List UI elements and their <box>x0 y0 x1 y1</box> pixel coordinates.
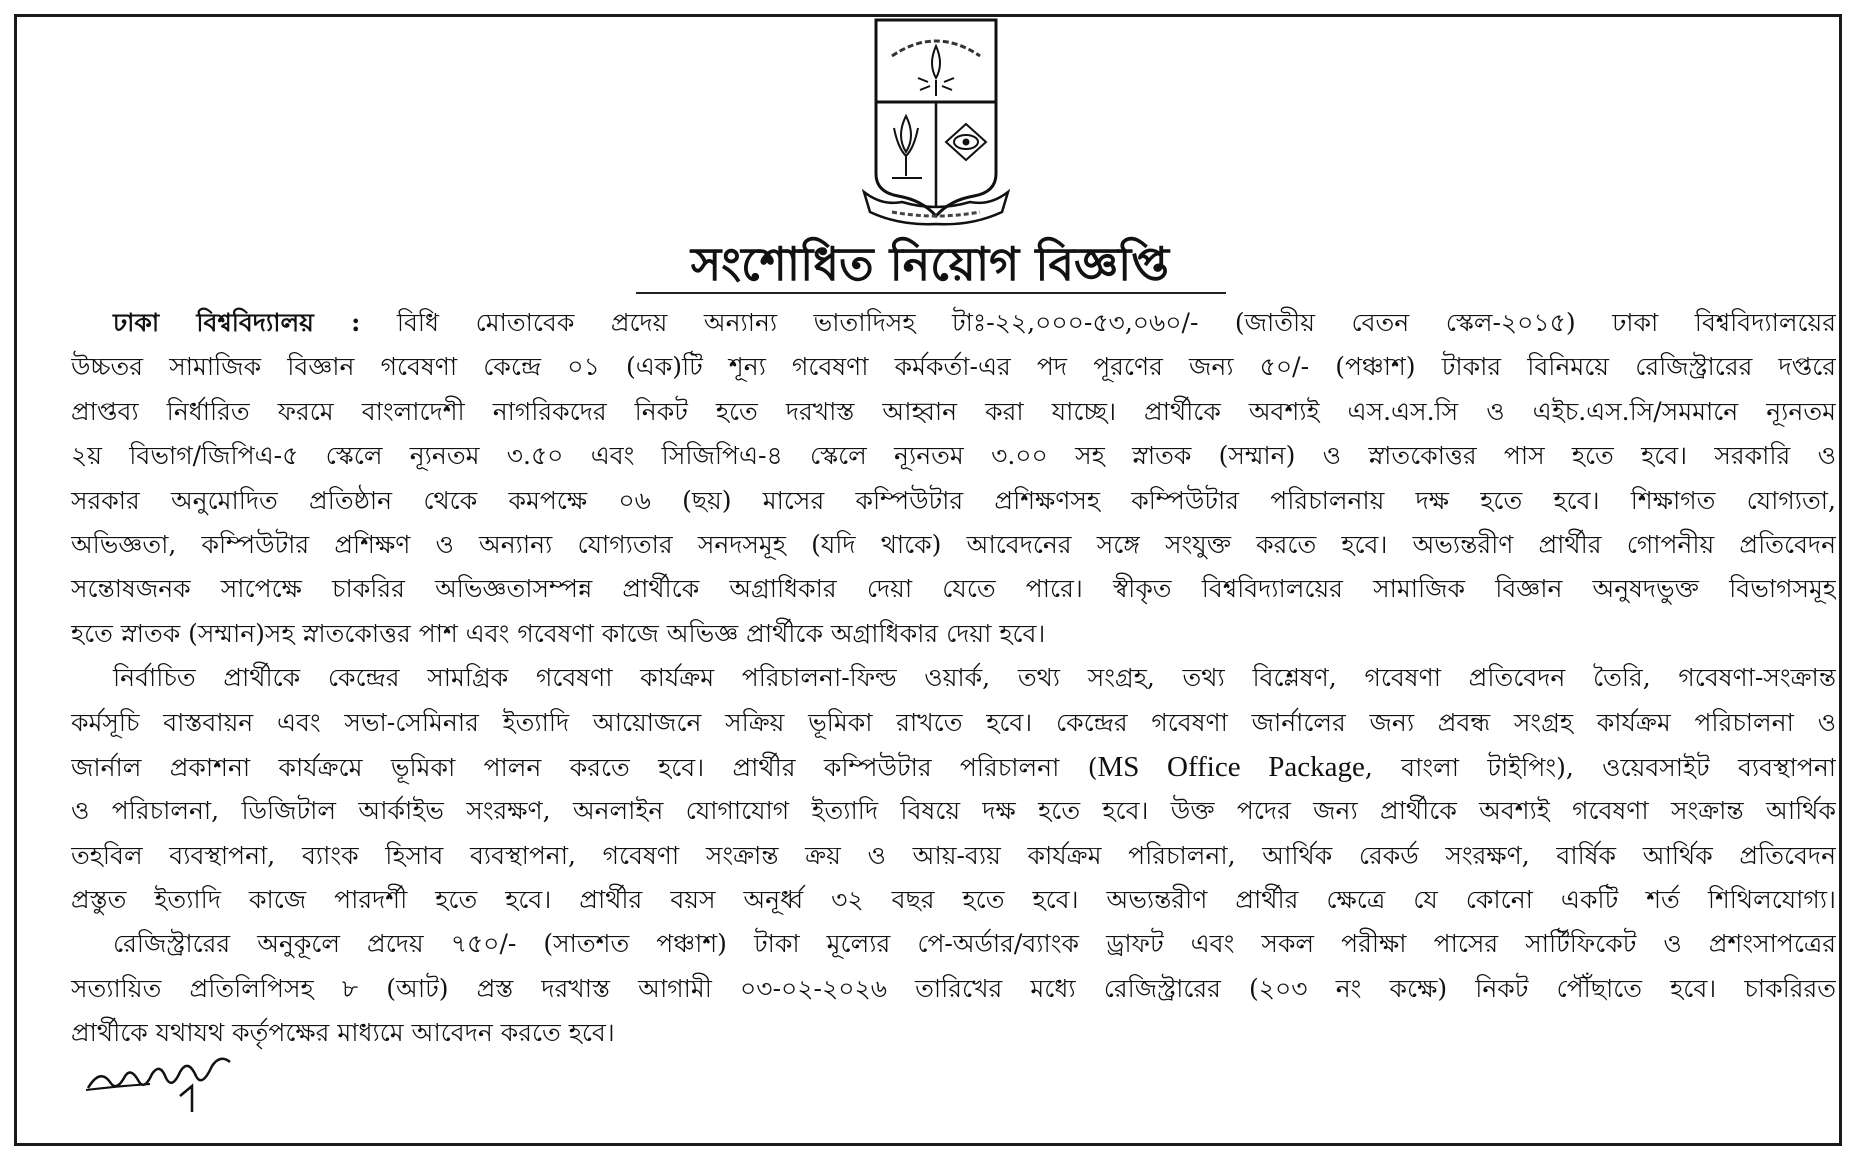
university-name-lead: ঢাকা বিশ্ববিদ্যালয় : <box>113 308 361 337</box>
text-line: রেজিস্ট্রারের অনুকূলে প্রদেয় ৭৫০/- (সাতশত পঞ্চাশ) টাকা মূল্যের পে-অর্ডার/ব্যাংক ড্রাফট এবং সকল পরীক্ষা পাসের সার্টিফিকেট ও প্রশংসাপত্রের <box>113 929 1836 959</box>
university-logo <box>862 16 1010 228</box>
notice-body <box>71 301 1836 1056</box>
text-line: জার্নাল প্রকাশনা কার্যক্রমে ভূমিকা পালন করতে হবে। প্রার্থীর কম্পিউটার পরিচালনা (MS Office Package, বাংলা টাইপিং), ওয়েবসাইট ব্যবস্থাপনা <box>71 750 1836 783</box>
text-line: প্রার্থীকে যথাযথ কর্তৃপক্ষের মাধ্যমে আবেদন করতে হবে। <box>71 1018 615 1048</box>
text-line: ঢাকা বিশ্ববিদ্যালয় : বিধি মোতাবেক প্রদেয় অন্যান্য ভাতাদিসহ টাঃ-২২,০০০-৫৩,০৬০/- (জাতীয় বেতন স্কেল-২০১৫) ঢাকা বিশ্ববিদ্যালয়ের <box>113 308 1836 337</box>
text-line: সরকার অনুমোদিত প্রতিষ্ঠান থেকে কমপক্ষে ০৬ (ছয়) মাসের কম্পিউটার প্রশিক্ষণসহ কম্পিউটার পরিচালনায় দক্ষ হতে হবে। শিক্ষাগত যোগ্যতা, <box>71 485 1836 515</box>
registrar-signature <box>80 1048 250 1114</box>
text-line: সত্যায়িত প্রতিলিপিসহ ৮ (আট) প্রস্ত দরখাস্ত আগামী ০৩-০২-২০২৬ তারিখের মধ্যে রেজিস্ট্রারের (২০৩ নং কক্ষে) নিকট পৌঁছাতে হবে। চাকরিরত <box>71 973 1836 1003</box>
text-line: নির্বাচিত প্রার্থীকে কেন্দ্রের সামগ্রিক গবেষণা কার্যক্রম পরিচালনা-ফিল্ড ওয়ার্ক, তথ্য সংগ্রহ, তথ্য বিশ্লেষণ, গবেষণা প্রতিবেদন তৈরি, গবেষণা-সংক্রান্ত <box>113 663 1836 693</box>
software-name: MS Office Package <box>1097 750 1365 783</box>
text-line: অভিজ্ঞতা, কম্পিউটার প্রশিক্ষণ ও অন্যান্য যোগ্যতার সনদসমূহ (যদি থাকে) আবেদনের সঙ্গে সংযুক্ত করতে হবে। অভ্যন্তরীণ প্রার্থীর গোপনীয় প্রতিবেদন <box>71 529 1836 559</box>
text-line: প্রাপ্তব্য নির্ধারিত ফরমে বাংলাদেশী নাগরিকদের নিকট হতে দরখাস্ত আহ্বান করা যাচ্ছে। প্রার্থীকে অবশ্যই এস.এস.সি ও এইচ.এস.সি/সমমানে ন্যূনতম <box>71 396 1836 426</box>
text-line: হতে স্নাতক (সম্মান)সহ স্নাতকোত্তর পাশ এবং গবেষণা কাজে অভিজ্ঞ প্রার্থীকে অগ্রাধিকার দেয়া হবে। <box>71 618 1046 648</box>
paragraph-duties <box>71 656 1836 922</box>
paragraph-eligibility <box>71 301 1836 656</box>
text-line: তহবিল ব্যবস্থাপনা, ব্যাংক হিসাব ব্যবস্থাপনা, গবেষণা সংক্রান্ত ক্রয় ও আয়-ব্যয় কার্যক্রম পরিচালনা, আর্থিক রেকর্ড সংরক্ষণ, বার্ষিক আর্থিক প্রতিবেদন <box>71 840 1836 870</box>
title-underline <box>636 292 1226 294</box>
text-line: সন্তোষজনক সাপেক্ষে চাকরির অভিজ্ঞতাসম্পন্ন প্রার্থীকে অগ্রাধিকার দেয়া যেতে পারে। স্বীকৃত বিশ্ববিদ্যালয়ের সামাজিক বিজ্ঞান অনুষদভুক্ত বিভাগসমূহ <box>71 574 1836 604</box>
text-line: ও পরিচালনা, ডিজিটাল আর্কাইভ সংরক্ষণ, অনলাইন যোগাযোগ ইত্যাদি বিষয়ে দক্ষ হতে হবে। উক্ত পদের জন্য প্রার্থীকে অবশ্যই গবেষণা সংক্রান্ত আর্থিক <box>71 796 1836 826</box>
text-line: উচ্চতর সামাজিক বিজ্ঞান গবেষণা কেন্দ্রে ০১ (এক)টি শূন্য গবেষণা কর্মকর্তা-এর পদ পূরণের জন্য ৫০/- (পঞ্চাশ) টাকার বিনিময়ে রেজিস্ট্রারের দপ্তরে <box>71 352 1836 382</box>
text-line: প্রস্তুত ইত্যাদি কাজে পারদর্শী হতে হবে। প্রার্থীর বয়স অনূর্ধ্ব ৩২ বছর হতে হবে। অভ্যন্তরীণ প্রার্থীর ক্ষেত্রে যে কোনো একটি শর্ত শিথিলযোগ্য। <box>71 885 1836 915</box>
text-line: ২য় বিভাগ/জিপিএ-৫ স্কেলে ন্যূনতম ৩.৫০ এবং সিজিপিএ-৪ স্কেলে ন্যূনতম ৩.০০ সহ স্নাতক (সম্মান) ও স্নাতকোত্তর পাস হতে হবে। সরকারি ও <box>71 441 1836 471</box>
text-line: কর্মসূচি বাস্তবায়ন এবং সভা-সেমিনার ইত্যাদি আয়োজনে সক্রিয় ভূমিকা রাখতে হবে। কেন্দ্রের গবেষণা জার্নালের জন্য প্রবন্ধ সংগ্রহ কার্যক্রম পরিচালনা ও <box>71 707 1836 737</box>
paragraph-application <box>71 922 1836 1055</box>
notice-title: সংশোধিত নিয়োগ বিজ্ঞপ্তি <box>690 237 1170 291</box>
